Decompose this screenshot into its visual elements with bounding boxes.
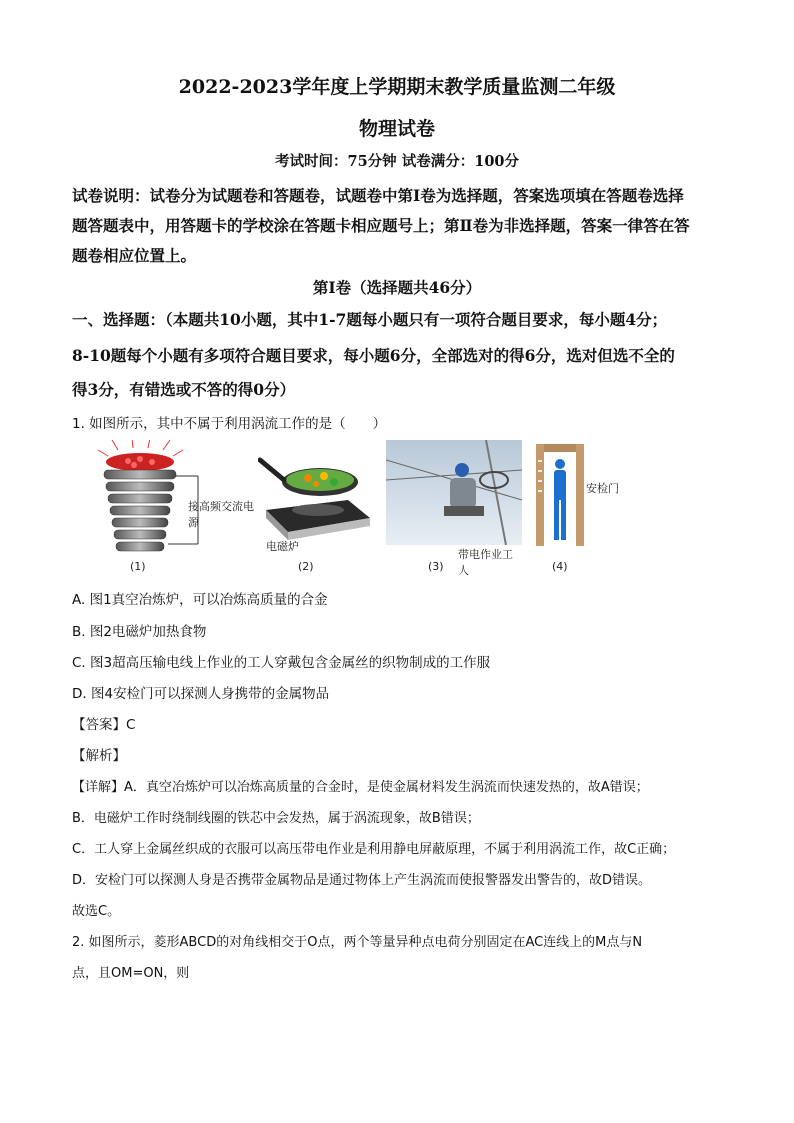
instructions-line-3: 题卷相应位置上。 <box>72 246 197 265</box>
worker-illustration <box>386 440 522 545</box>
section-heading: 第Ⅰ卷（选择题共46分） <box>312 278 482 297</box>
figure-induction-cooker <box>258 440 378 575</box>
option-c: C. 图3超高压输电线上作业的工人穿戴包含金属丝的织物制成的工作服 <box>72 655 491 671</box>
figure-vacuum-furnace <box>88 440 258 573</box>
figure-3-label: 带电作业工人 <box>458 548 513 577</box>
exam-info: 考试时间：75分钟 试卷满分：100分 <box>275 153 519 170</box>
figure-4-label: 安检门 <box>586 482 619 495</box>
instructions-line-1: 试卷说明：试卷分为试题卷和答题卷，试题卷中第Ⅰ卷为选择题，答案选项填在答题卷选择 <box>72 186 684 205</box>
section-desc-line-1: 一、选择题：（本题共10小题，其中1-7题每小题只有一项符合题目要求，每小题4分； <box>72 310 668 329</box>
exam-subtitle: 物理试卷 <box>358 118 435 140</box>
figure-security-gate <box>530 440 620 575</box>
figure-1-caption: (1) <box>130 560 146 573</box>
answer: 【答案】C <box>72 717 136 733</box>
figure-4-caption: (4) <box>552 560 568 573</box>
detail-line-5: 故选C。 <box>72 904 121 919</box>
figure-2-caption: (2) <box>298 560 314 573</box>
q2-line-2: 点，且OM=ON，则 <box>72 966 190 981</box>
option-a: A. 图1真空冶炼炉，可以冶炼高质量的合金 <box>72 592 328 608</box>
section-desc-line-2: 8-10题每个小题有多项符合题目要求，每小题6分，全部选对的得6分，选对但选不全的 <box>72 346 675 365</box>
exam-title: 2022-2023学年度上学期期末教学质量监测二年级 <box>178 76 616 98</box>
cooker-illustration <box>258 440 378 550</box>
instructions-line-2: 题答题表中，用答题卡的学校涂在答题卡相应题号上；第Ⅱ卷为非选择题，答案一律答在答 <box>72 216 690 235</box>
section-desc-line-3: 得3分，有错选或不答的得0分） <box>72 380 296 399</box>
detail-line-3: C．工人穿上金属丝织成的衣服可以高压带电作业是利用静电屏蔽原理，不属于利用涡流工作，故C正确； <box>72 842 676 857</box>
figure-live-line-worker <box>386 440 522 575</box>
q2-line-1: 2. 如图所示，菱形ABCD的对角线相交于O点，两个等量异种点电荷分别固定在AC连线上的M点与N <box>72 935 643 950</box>
figure-3-caption: (3) <box>428 560 444 573</box>
option-d: D. 图4安检门可以探测人身携带的金属物品 <box>72 686 330 702</box>
analysis-label: 【解析】 <box>72 748 126 764</box>
q1-figures <box>78 440 618 590</box>
option-b: B. 图2电磁炉加热食物 <box>72 624 207 640</box>
detail-line-2: B．电磁炉工作时绕制线圈的铁芯中会发热，属于涡流现象，故B错误； <box>72 811 480 826</box>
figure-2-label: 电磁炉 <box>266 540 299 553</box>
figure-1-label: 接高频交流电源 <box>188 500 254 529</box>
detail-line-4: D．安检门可以探测人身是否携带金属物品是通过物体上产生涡流而使报警器发出警告的，故D错误。 <box>72 873 652 888</box>
q1-stem: 1. 如图所示，其中不属于利用涡流工作的是（ ） <box>72 416 387 432</box>
detail-line-1: 【详解】A．真空冶炼炉可以冶炼高质量的合金时，是使金属材料发生涡流而快速发热的，故A错误； <box>72 780 649 795</box>
gate-illustration <box>530 440 590 550</box>
